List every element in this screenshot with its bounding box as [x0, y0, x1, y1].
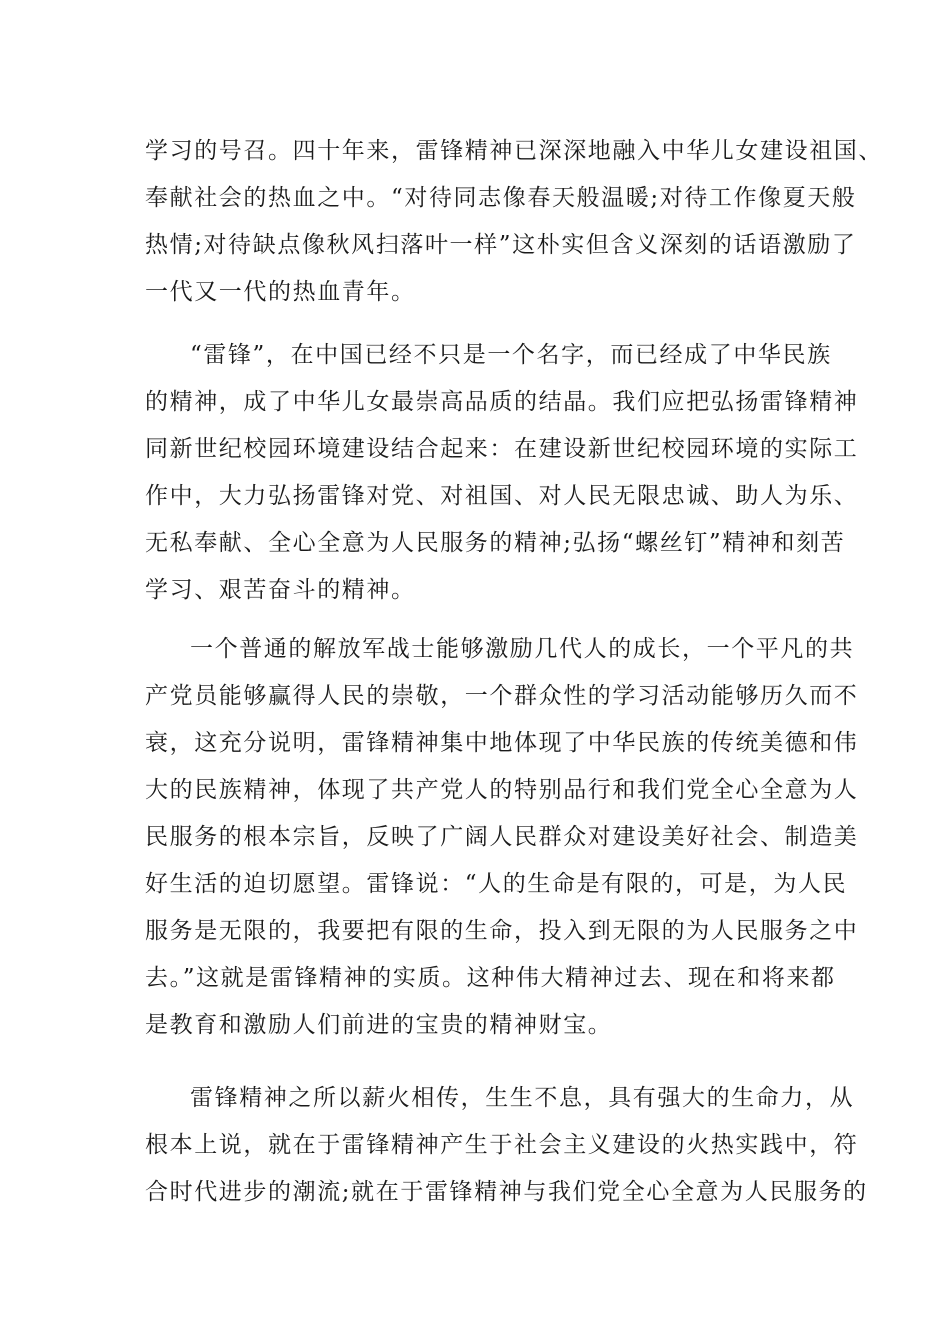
text-line: 服务是无限的，我要把有限的生命，投入到无限的为人民服务之中	[145, 918, 859, 944]
paragraph-first-line: 雷锋精神之所以薪火相传，生生不息，具有强大的生命力，从	[190, 1085, 855, 1111]
text-line: 同新世纪校园环境建设结合起来：在建设新世纪校园环境的实际工	[145, 436, 859, 462]
paragraph-first-line: “雷锋”，在中国已经不只是一个名字，而已经成了中华民族	[190, 342, 832, 368]
text-line: 奉献社会的热血之中。“对待同志像春天般温暖;对待工作像夏天般	[145, 185, 857, 211]
text-line: 根本上说，就在于雷锋精神产生于社会主义建设的火热实践中，符	[145, 1132, 859, 1158]
text-line: 大的民族精神，体现了共产党人的特别品行和我们党全心全意为人	[145, 777, 859, 803]
text-line: 产党员能够赢得人民的崇敬，一个群众性的学习活动能够历久而不	[145, 683, 859, 709]
text-line: 衰，这充分说明，雷锋精神集中地体现了中华民族的传统美德和伟	[145, 730, 859, 756]
text-line: 一代又一代的热血青年。	[145, 279, 416, 305]
text-line: 是教育和激励人们前进的宝贵的精神财宝。	[145, 1012, 613, 1038]
text-line: 作中，大力弘扬雷锋对党、对祖国、对人民无限忠诚、助人为乐、	[145, 483, 859, 509]
text-line: 好生活的迫切愿望。雷锋说：“人的生命是有限的，可是，为人民	[145, 871, 848, 897]
text-line: 无私奉献、全心全意为人民服务的精神;弘扬“螺丝钉”精神和刻苦	[145, 530, 846, 556]
text-line: 学习的号召。四十年来，雷锋精神已深深地融入中华儿女建设祖国、	[145, 138, 883, 164]
paragraph-first-line: 一个普通的解放军战士能够激励几代人的成长，一个平凡的共	[190, 636, 855, 662]
text-line: 去。”这就是雷锋精神的实质。这种伟大精神过去、现在和将来都	[145, 965, 836, 991]
text-line: 合时代进步的潮流;就在于雷锋精神与我们党全心全意为人民服务的	[145, 1179, 868, 1205]
text-line: 学习、艰苦奋斗的精神。	[145, 577, 416, 603]
text-line: 热情;对待缺点像秋风扫落叶一样”这朴实但含义深刻的话语激励了	[145, 232, 857, 258]
text-line: 的精神，成了中华儿女最崇高品质的结晶。我们应把弘扬雷锋精神	[145, 389, 859, 415]
text-line: 民服务的根本宗旨，反映了广阔人民群众对建设美好社会、制造美	[145, 824, 859, 850]
